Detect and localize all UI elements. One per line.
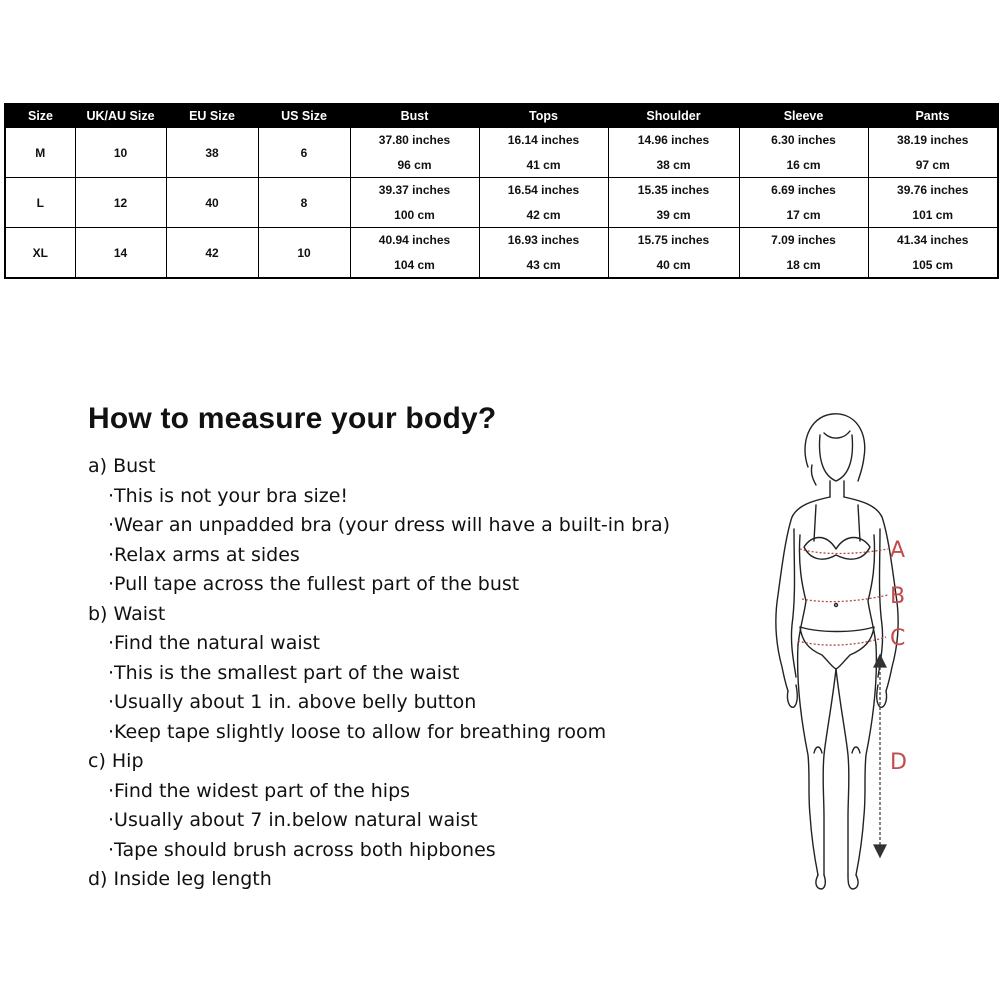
- sleeve-cm: 17 cm: [786, 208, 821, 222]
- bust-cell: [350, 228, 479, 279]
- head-outline: [820, 435, 853, 481]
- tip-item: ·Pull tape across the fullest part of the bust: [108, 573, 520, 595]
- pants-cell: [868, 228, 998, 279]
- pants-cm: 105 cm: [912, 258, 954, 272]
- section-heading-waist: b) Waist: [88, 602, 166, 625]
- section-heading-hip: c) Hip: [88, 750, 144, 772]
- right-leg-outline: [856, 645, 876, 875]
- tops-inches: 16.14 inches: [507, 133, 580, 147]
- bust-cell: [350, 128, 479, 178]
- uk-au-size-cell: 12: [75, 178, 166, 228]
- header-size: Size: [5, 104, 75, 128]
- inside-leg-arrow-bottom: [874, 845, 886, 857]
- tip-item: ·Keep tape slightly loose to allow for breathing room: [108, 720, 607, 743]
- tops-cell: [479, 178, 608, 228]
- left-arm-outline: [776, 497, 830, 691]
- sleeve-cell: [739, 228, 868, 279]
- tip-item: ·Usually about 1 in. above belly button: [108, 691, 477, 713]
- sleeve-cm: 18 cm: [786, 258, 821, 272]
- shoulder-cell: [608, 178, 739, 228]
- header-bust: Bust: [350, 104, 479, 128]
- table-row: [5, 178, 998, 228]
- bust-inches: 39.37 inches: [378, 183, 451, 197]
- section-heading-inside-leg: d) Inside leg length: [88, 868, 272, 890]
- header-sleeve: Sleeve: [739, 104, 868, 128]
- bust-cm: 96 cm: [397, 158, 432, 172]
- pants-inches: 38.19 inches: [897, 133, 969, 147]
- guide-title: How to measure your body?: [88, 402, 497, 435]
- tops-cell: [479, 228, 608, 279]
- pants-cm: 101 cm: [912, 208, 954, 222]
- shoulder-cell: [608, 128, 739, 178]
- shoulder-cm: 38 cm: [656, 158, 691, 172]
- size-cell: M: [5, 128, 75, 178]
- shoulder-cell: [608, 228, 739, 279]
- eu-size-cell: 38: [166, 128, 258, 178]
- sleeve-cell: [739, 128, 868, 178]
- briefs-outline: [800, 627, 874, 669]
- table-row: [5, 228, 998, 279]
- left-leg-outline: [798, 645, 818, 875]
- tip-item: ·Tape should brush across both hipbones: [108, 838, 496, 861]
- us-size-cell: 10: [258, 228, 350, 279]
- bust-cell: [350, 178, 479, 228]
- header-uk-au-size: UK/AU Size: [75, 104, 166, 128]
- size-cell: XL: [5, 228, 75, 279]
- header-us-size: US Size: [258, 104, 350, 128]
- tops-cell: [479, 128, 608, 178]
- bust-cm: 104 cm: [394, 258, 435, 272]
- eu-size-cell: 42: [166, 228, 258, 279]
- tops-inches: 16.93 inches: [507, 233, 580, 247]
- shoulder-cm: 39 cm: [656, 208, 691, 222]
- shoulder-inches: 15.35 inches: [637, 183, 710, 197]
- pants-inches: 39.76 inches: [897, 183, 969, 197]
- us-size-cell: 8: [258, 178, 350, 228]
- tip-item: ·Relax arms at sides: [108, 543, 300, 566]
- sleeve-inches: 7.09 inches: [771, 233, 836, 247]
- tip-item: ·Wear an unpadded bra (your dress will have a built-in bra): [108, 514, 671, 536]
- label-c: C: [890, 626, 906, 651]
- sleeve-cell: [739, 178, 868, 228]
- sleeve-cm: 16 cm: [786, 158, 821, 172]
- section-heading-bust: a) Bust: [88, 455, 156, 477]
- header-tops: Tops: [479, 104, 608, 128]
- body-measurement-figure: [760, 405, 995, 900]
- label-d: D: [890, 750, 907, 775]
- header-eu-size: EU Size: [166, 104, 258, 128]
- uk-au-size-cell: 14: [75, 228, 166, 279]
- tops-cm: 41 cm: [526, 158, 561, 172]
- tip-item: ·This is not your bra size!: [108, 484, 349, 507]
- sleeve-inches: 6.30 inches: [771, 133, 836, 147]
- bust-inches: 37.80 inches: [378, 133, 451, 147]
- tops-inches: 16.54 inches: [507, 183, 580, 197]
- measuring-guide: [88, 400, 738, 895]
- waist-tape-line: [802, 595, 888, 602]
- us-size-cell: 6: [258, 128, 350, 178]
- size-cell: L: [5, 178, 75, 228]
- table-header-row: [5, 104, 998, 128]
- hair-outline: [805, 414, 865, 481]
- tops-cm: 42 cm: [526, 208, 561, 222]
- bust-cm: 100 cm: [394, 208, 435, 222]
- bust-inches: 40.94 inches: [378, 233, 451, 247]
- tops-cm: 43 cm: [526, 258, 561, 272]
- tip-item: ·Usually about 7 in.below natural waist: [108, 809, 478, 831]
- shoulder-inches: 14.96 inches: [637, 133, 710, 147]
- shoulder-inches: 15.75 inches: [637, 233, 710, 247]
- table-row: [5, 128, 998, 178]
- shoulder-cm: 40 cm: [656, 258, 691, 272]
- tip-item: ·Find the widest part of the hips: [108, 779, 411, 802]
- label-b: B: [890, 584, 906, 609]
- hip-tape-line: [798, 637, 886, 645]
- pants-cell: [868, 128, 998, 178]
- header-shoulder: Shoulder: [608, 104, 739, 128]
- label-a: A: [890, 538, 906, 563]
- tip-item: ·Find the natural waist: [108, 632, 320, 654]
- pants-cell: [868, 178, 998, 228]
- pants-cm: 97 cm: [915, 158, 950, 172]
- tip-item: ·This is the smallest part of the waist: [108, 661, 460, 684]
- pants-inches: 41.34 inches: [897, 233, 969, 247]
- uk-au-size-cell: 10: [75, 128, 166, 178]
- size-chart-table: [4, 103, 999, 279]
- sleeve-inches: 6.69 inches: [771, 183, 836, 197]
- eu-size-cell: 40: [166, 178, 258, 228]
- header-pants: Pants: [868, 104, 998, 128]
